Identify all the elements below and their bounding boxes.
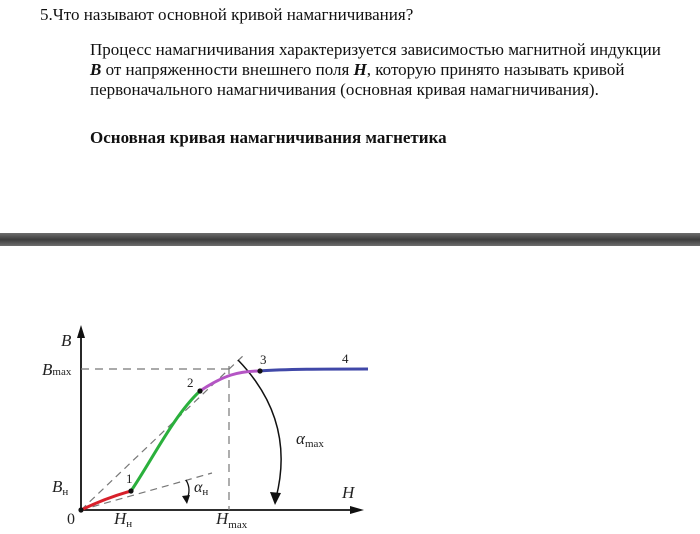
symbol-b: B (90, 60, 102, 79)
slide-divider-bar (0, 233, 700, 246)
x-axis-arrow (350, 506, 364, 514)
alpha-max-label: αmax (296, 429, 324, 450)
alpha-max-arrow (270, 492, 281, 505)
x-axis-label: H (342, 483, 355, 502)
answer-part-2: от напряженности внешнего поля (101, 60, 354, 79)
hmax-label: $H_{max}$ (216, 509, 248, 531)
bmax-label: Bmax (42, 360, 72, 379)
answer-part-1: Процесс намагничивания характеризуется зависимостью магнитной индукции (90, 40, 661, 59)
figure-heading: Основная кривая намагничивания магнетика (90, 128, 447, 147)
curve-segment-3-4 (260, 369, 368, 371)
curve-segment-0-1 (81, 491, 131, 510)
point-0-marker (78, 507, 83, 512)
point-3-marker (257, 368, 262, 373)
question-number: 5. (40, 5, 53, 24)
alpha-n-arrow (182, 495, 190, 504)
hn-label: Hн (114, 509, 133, 530)
magnetization-curve-svg (34, 320, 414, 534)
alpha-max-arc (238, 360, 281, 498)
point-2-label: 2 (187, 375, 194, 390)
question-text: Что называют основной кривой намагничивания? (52, 5, 414, 24)
y-axis-label: B (61, 331, 72, 350)
point-1-label: 1 (126, 471, 133, 486)
point-2-marker (197, 388, 202, 393)
point-3-label: 3 (260, 352, 267, 367)
origin-label: 0 (67, 511, 75, 528)
bn-label: Bн (52, 477, 69, 498)
answer-part-3: , которую принято называть кривой первоначального намагничивания (основная кривая намагничивания). (90, 60, 625, 99)
y-axis-arrow (77, 325, 85, 338)
point-1-marker (128, 488, 133, 493)
answer-paragraph (90, 40, 665, 100)
point-4-label: 4 (342, 351, 349, 366)
symbol-h: H (353, 60, 367, 79)
alpha-n-label: αн (194, 479, 209, 498)
question (40, 4, 413, 26)
magnetization-curve-figure (34, 320, 414, 534)
